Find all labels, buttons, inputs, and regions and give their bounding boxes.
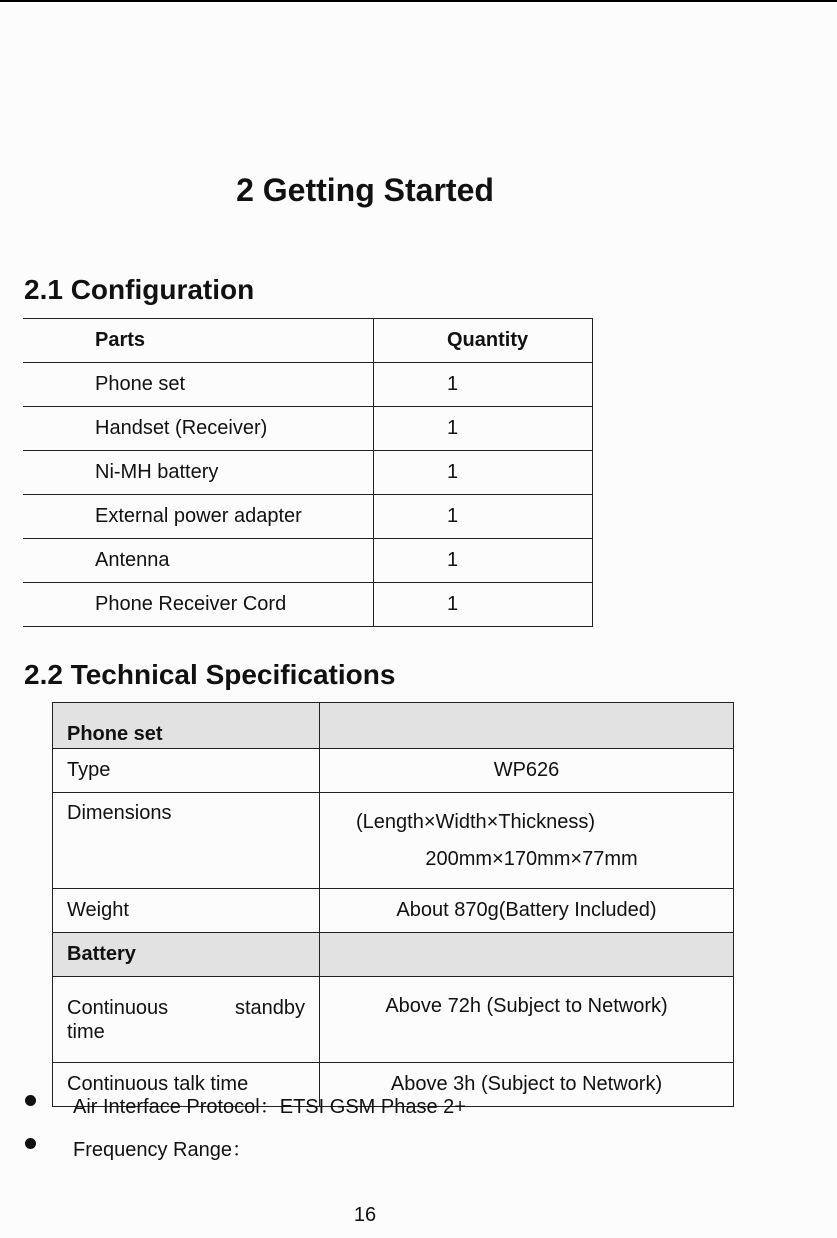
- chapter-title: 2 Getting Started: [236, 172, 494, 208]
- quantity-cell: 1: [374, 583, 593, 627]
- table-row: [23, 583, 593, 627]
- table-row: [53, 793, 734, 889]
- group-header-phone-set: Phone set: [53, 703, 320, 749]
- table-row: [53, 977, 734, 1063]
- spec-value-standby-time: Above 72h (Subject to Network): [320, 977, 734, 1063]
- column-header-parts: Parts: [23, 319, 374, 363]
- group-header-empty: [320, 703, 734, 749]
- part-cell: Handset (Receiver): [23, 407, 374, 451]
- part-cell: Ni-MH battery: [23, 451, 374, 495]
- list-item-text: Air Interface Protocol：ETSI GSM Phase 2+: [73, 1096, 466, 1118]
- standby-label-word-1: Continuous: [67, 996, 169, 1019]
- table-row: [23, 495, 593, 539]
- standby-label-word-3: time: [67, 1020, 105, 1043]
- page-number: 16: [353, 1204, 377, 1226]
- group-header-row: [53, 933, 734, 977]
- table-row: [23, 363, 593, 407]
- quantity-cell: 1: [374, 407, 593, 451]
- section-heading-technical-specifications: 2.2 Technical Specifications: [24, 659, 396, 690]
- bullet-dot-icon: [25, 1095, 36, 1106]
- dimensions-measure-text: 200mm×170mm×77mm: [425, 847, 638, 870]
- bullet-dot-icon: [25, 1138, 36, 1149]
- technical-specifications-table: [52, 702, 734, 1107]
- list-item-text: Frequency Range：: [73, 1139, 252, 1161]
- spec-value-weight: About 870g(Battery Included): [320, 889, 734, 933]
- spec-value-type: WP626: [320, 749, 734, 793]
- column-header-quantity: Quantity: [374, 319, 593, 363]
- table-header-row: [23, 319, 593, 363]
- configuration-table: [23, 318, 593, 627]
- part-cell: External power adapter: [23, 495, 374, 539]
- list-item: [0, 1129, 700, 1161]
- group-header-battery: Battery: [53, 933, 320, 977]
- quantity-cell: 1: [374, 539, 593, 583]
- spec-value-talk-time: Above 3h (Subject to Network): [320, 1063, 734, 1107]
- dimensions-axes-text: (Length×Width×Thickness): [356, 810, 596, 833]
- quantity-cell: 1: [374, 363, 593, 407]
- spec-label-type: Type: [53, 749, 320, 793]
- spec-label-talk-time: Continuous talk time: [53, 1063, 320, 1107]
- standby-label-line: [67, 996, 305, 1020]
- part-cell: Antenna: [23, 539, 374, 583]
- group-header-empty: [320, 933, 734, 977]
- table-row: [23, 451, 593, 495]
- table-row: [53, 749, 734, 793]
- part-cell: Phone Receiver Cord: [23, 583, 374, 627]
- spec-label-dimensions: Dimensions: [53, 793, 320, 889]
- section-heading-configuration: 2.1 Configuration: [24, 274, 255, 305]
- quantity-cell: 1: [374, 495, 593, 539]
- spec-value-dimensions: [320, 793, 734, 889]
- part-cell: Phone set: [23, 363, 374, 407]
- group-header-row: [53, 703, 734, 749]
- spec-label-standby-time: [53, 977, 320, 1063]
- table-row: [23, 539, 593, 583]
- list-item: [0, 1086, 700, 1118]
- table-row: [23, 407, 593, 451]
- standby-label-word-2: standby: [234, 996, 305, 1019]
- table-row: [53, 889, 734, 933]
- spec-label-weight: Weight: [53, 889, 320, 933]
- quantity-cell: 1: [374, 451, 593, 495]
